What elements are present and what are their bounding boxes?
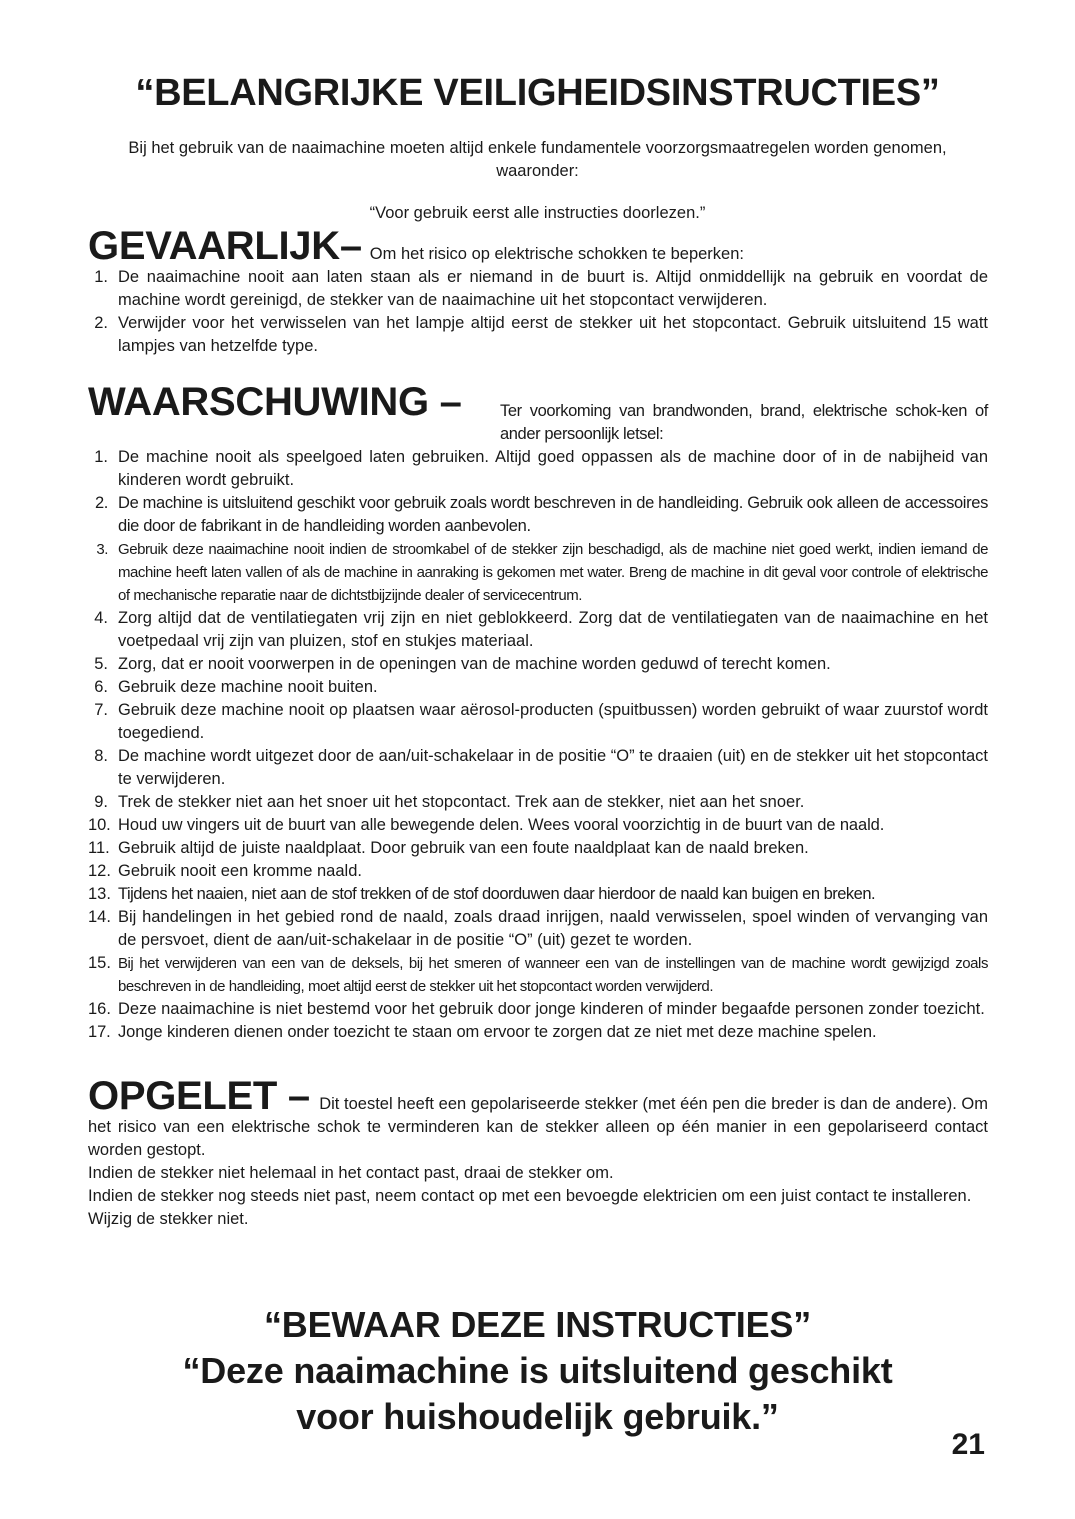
caution-paragraph: OPGELET – Dit toestel heeft een gepolariseerde stekker (met één pen die breder is dan de andere). Om het risico van een elektrische schok te verminderen kan de stekker alleen op één manier in een gepolariseerd contact worden gestopt.: [88, 1074, 989, 1159]
warning-subheading: Ter voorkoming van brandwonden, brand, elektrische schok-ken of ander persoonlijk letsel:: [500, 402, 988, 443]
warning-heading: WAARSCHUWING –: [88, 380, 462, 424]
list-item: 10. Houd uw vingers uit de buurt van alle bewegende delen. Wees vooral voorzichtig in de buurt van de naald.: [88, 816, 885, 834]
closing-line-3: voor huishoudelijk gebruik.”: [296, 1396, 779, 1437]
list-item: 1. De machine nooit als speelgoed laten gebruiken. Altijd goed oppassen als de machine door of in de nabijheid van kinderen wordt gebruikt.: [94, 448, 988, 489]
danger-list: [88, 266, 988, 358]
read-first-note: “Voor gebruik eerst alle instructies doorlezen.”: [369, 204, 706, 222]
caution-section: [88, 1074, 989, 1231]
danger-subheading: Om het risico op elektrische schokken te beperken:: [369, 245, 744, 263]
list-item: 7. Gebruik deze machine nooit op plaatsen waar aërosol-producten (spuitbussen) worden gebruikt of waar zuurstof wordt toegediend.: [94, 701, 988, 742]
list-item: 1. De naaimachine nooit aan laten staan als er niemand in de buurt is. Altijd onmiddellijk na gebruik en voordat de machine wordt gereinigd, de stekker van de naaimachine uit het stopcontact verwijderen.: [94, 268, 988, 309]
caution-heading: OPGELET –: [88, 1074, 310, 1118]
list-item: 5. Zorg, dat er nooit voorwerpen in de openingen van de machine worden geduwd of terecht komen.: [94, 655, 831, 673]
list-item: 13. Tijdens het naaien, niet aan de stof trekken of de stof doorduwen daar hierdoor de naald kan buigen en breken.: [88, 885, 876, 903]
caution-paragraph: Indien de stekker niet helemaal in het contact past, draai de stekker om.: [88, 1164, 614, 1182]
intro-text: Bij het gebruik van de naaimachine moeten altijd enkele fundamentele voorzorgsmaatregelen worden genomen, waaronder:: [128, 139, 947, 180]
caution-paragraph: Wijzig de stekker niet.: [88, 1210, 249, 1228]
list-item: 17. Jonge kinderen dienen onder toezicht te staan om ervoor te zorgen dat ze niet met deze machine spelen.: [88, 1023, 877, 1041]
list-item: 6. Gebruik deze machine nooit buiten.: [94, 678, 378, 696]
list-item: 2. Verwijder voor het verwisselen van het lampje altijd eerst de stekker uit het stopcontact. Gebruik uitsluitend 15 watt lampjes van hetzelfde type.: [94, 314, 988, 355]
list-item: 12. Gebruik nooit een kromme naald.: [88, 862, 362, 880]
list-item: 14. Bij handelingen in het gebied rond de naald, zoals draad inrijgen, naald verwisselen, spoel winden of vervanging van de persvoet, dient de aan/uit-schakelaar in de positie “O” (uit) gezet te worden.: [88, 908, 988, 949]
list-item: 2. De machine is uitsluitend geschikt voor gebruik zoals wordt beschreven in de handleiding. Gebruik ook alleen de accessoires die door de fabrikant in de handleiding worden aanbevolen.: [94, 494, 988, 535]
closing-line-2: “Deze naaimachine is uitsluitend geschikt: [182, 1350, 893, 1391]
page-number: 21: [951, 1428, 985, 1461]
danger-heading: GEVAARLIJK–: [88, 224, 362, 268]
list-item: 15. Bij het verwijderen van een van de deksels, bij het smeren of wanneer een van de instellingen van de machine wordt gewijzigd zoals beschreven in de handleiding, moet altijd eerst de stekker uit het stopcontact worden verwijderd.: [88, 954, 988, 995]
page-title: “BELANGRIJKE VEILIGHEIDSINSTRUCTIES”: [135, 72, 940, 114]
list-item: 3. Gebruik deze naaimachine nooit indien de stroomkabel of de stekker zijn beschadigd, als de machine niet goed werkt, indien iemand de machine heeft laten vallen of als de machine in aanraking is gekomen met water. Breng de machine in dit geval voor controle of elektrische of mechanische reparatie naar de dichtstbijzijnde dealer of servicecentrum.: [96, 541, 988, 604]
list-item: 4. Zorg altijd dat de ventilatiegaten vrij zijn en niet geblokkeerd. Zorg dat de ventilatiegaten van de naaimachine en het voetpedaal vrij zijn van pluizen, stof en stukjes materiaal.: [94, 609, 988, 650]
warning-list: [88, 446, 988, 1044]
warning-heading-row: [88, 380, 462, 424]
list-item: 11. Gebruik altijd de juiste naaldplaat. Door gebruik van een foute naaldplaat kan de naald breken.: [88, 839, 809, 857]
closing-line-1: “BEWAAR DEZE INSTRUCTIES”: [263, 1304, 812, 1345]
list-item: 9. Trek de stekker niet aan het snoer uit het stopcontact. Trek aan de stekker, niet aan het snoer.: [94, 793, 805, 811]
list-item: 16. Deze naaimachine is niet bestemd voor het gebruik door jonge kinderen of minder begaafde personen zonder toezicht.: [88, 1000, 985, 1018]
caution-paragraph: Indien de stekker nog steeds niet past, neem contact op met een bevoegde elektricien om een juist contact te installeren.: [88, 1187, 972, 1205]
danger-heading-row: [88, 224, 744, 268]
closing-block: [0, 1302, 1075, 1440]
list-item: 8. De machine wordt uitgezet door de aan/uit-schakelaar in de positie “O” te draaien (uit) en de stekker uit het stopcontact te verwijderen.: [94, 747, 988, 788]
